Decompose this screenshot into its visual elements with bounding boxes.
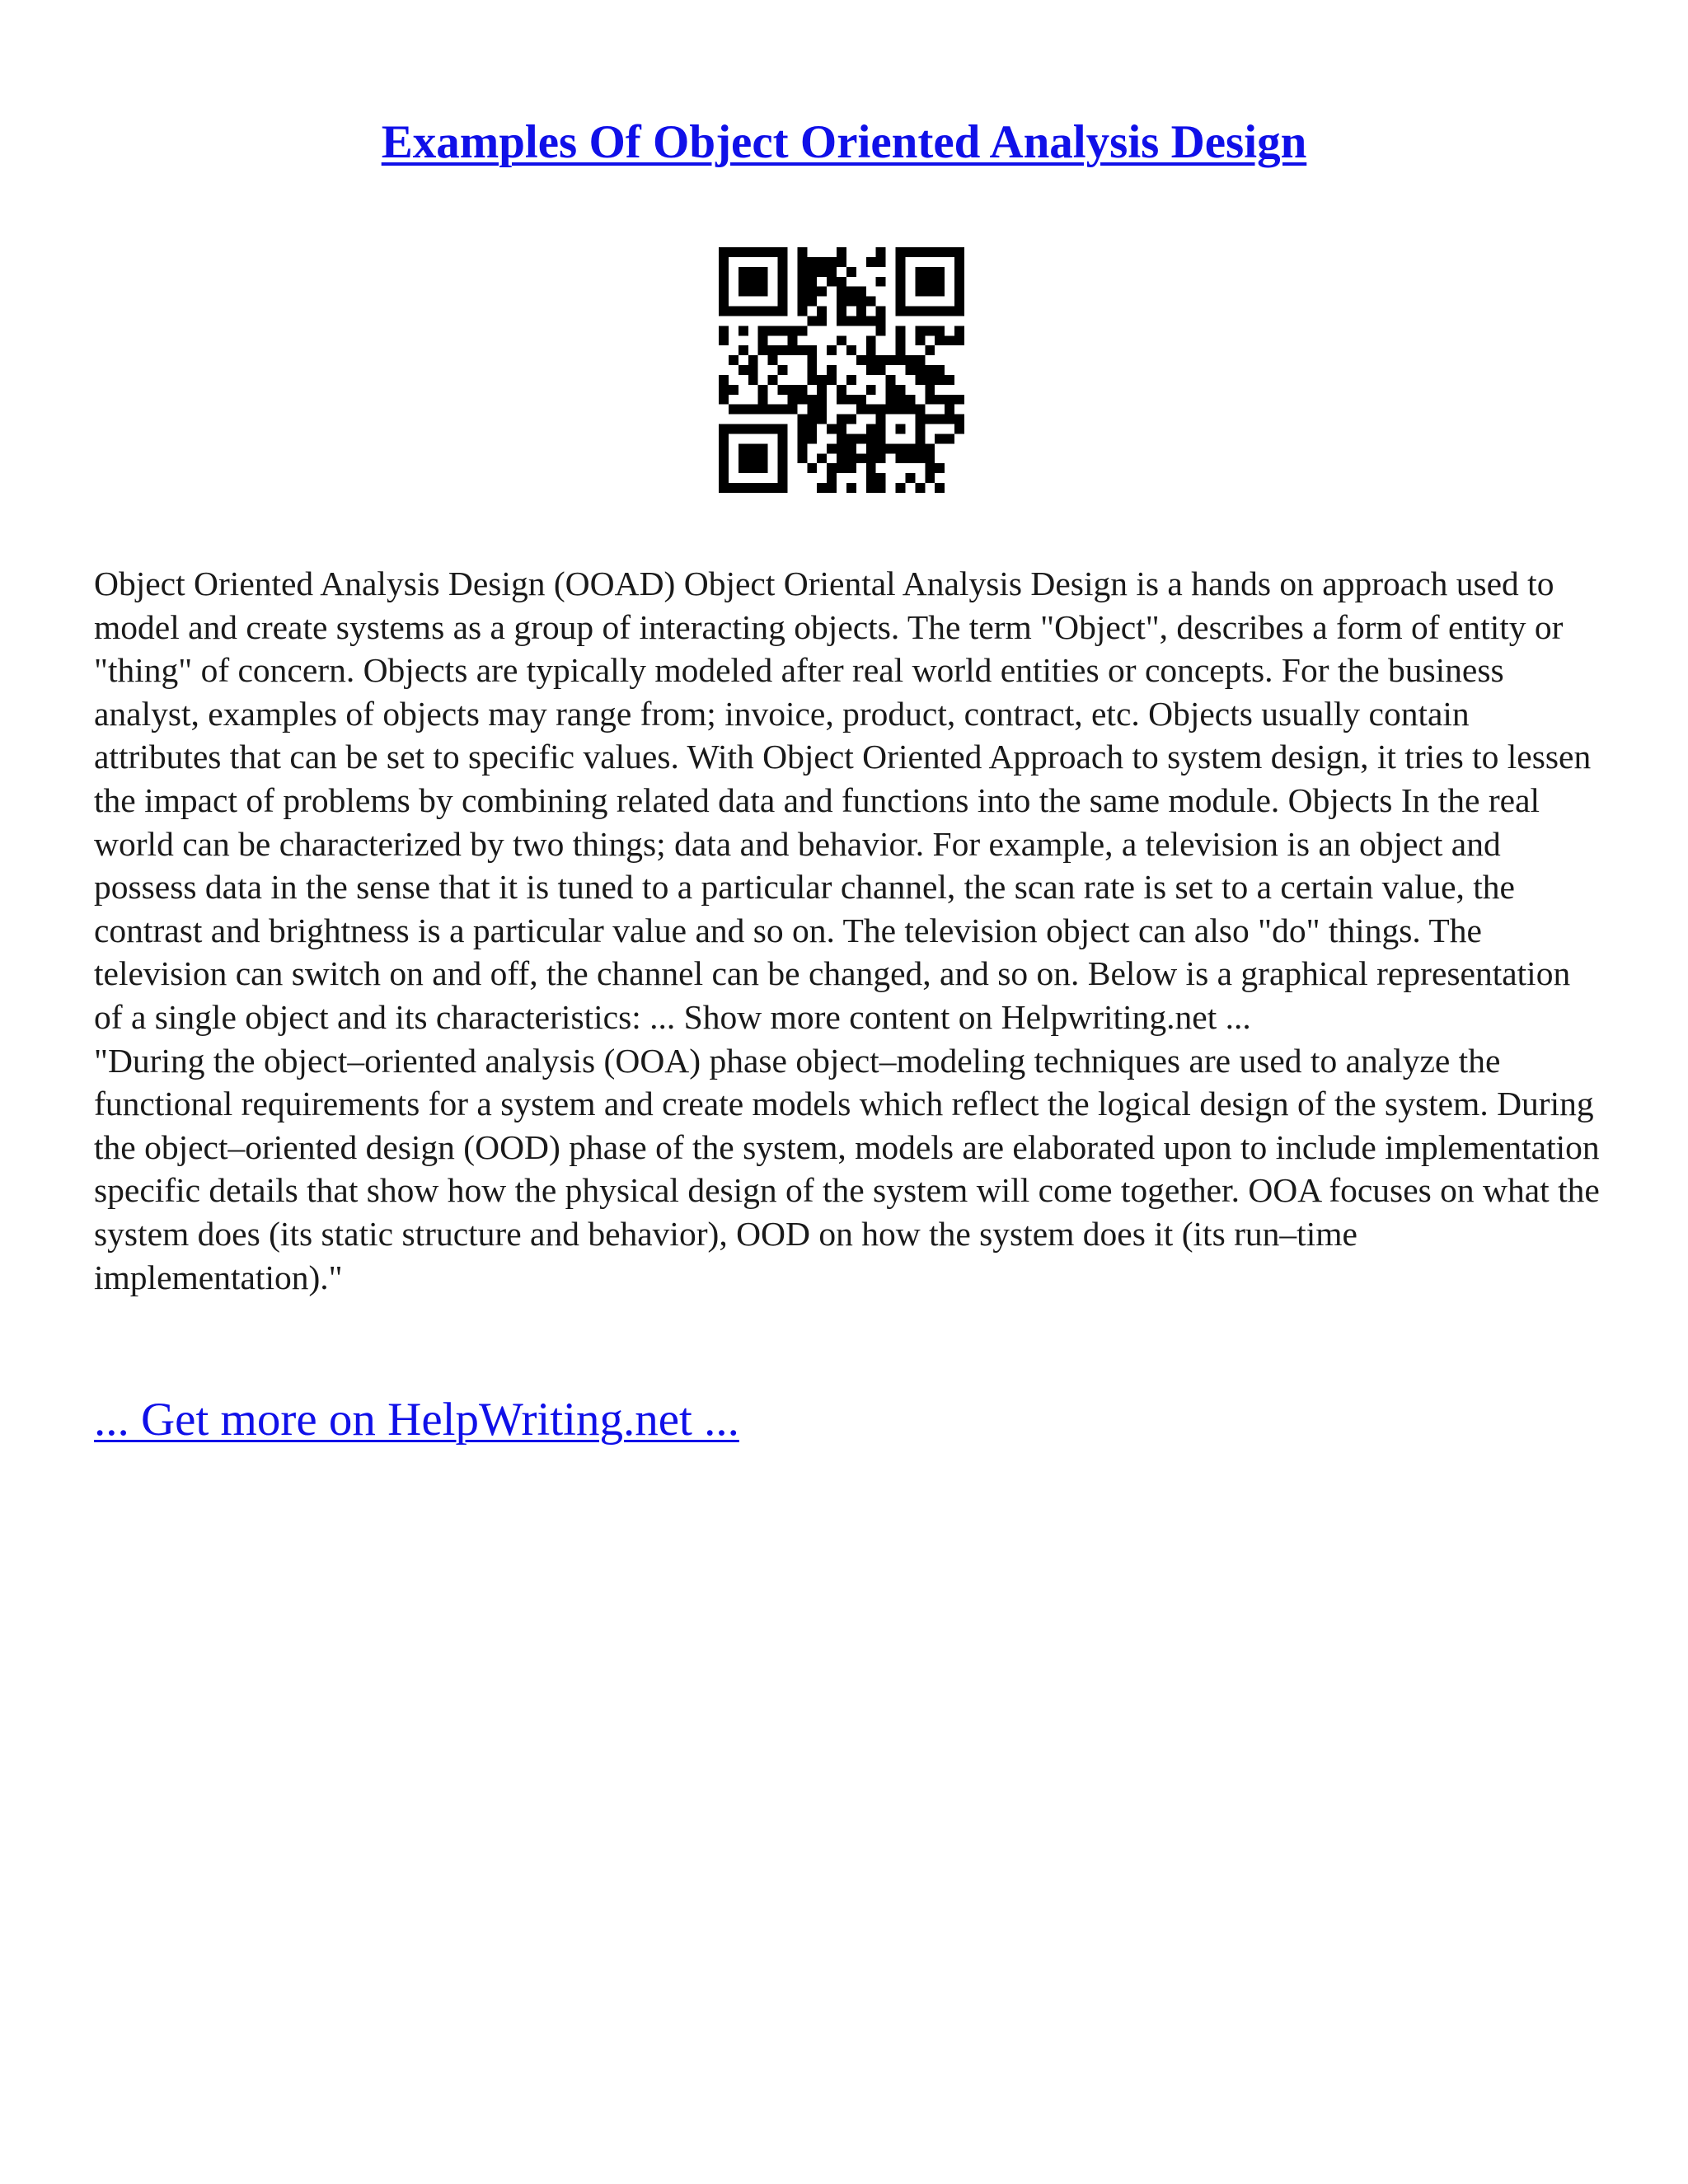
qr-code-icon	[719, 247, 964, 493]
paragraph-ooa-ood-quote: "During the object–oriented analysis (OOA) phase object–modeling techniques are used to analyze the functional requirements for a system and create models which reflect the logical design of the system. During the object–oriented design (OOD) phase of the system, models are elaborated upon to include implementation specific details that show how the physical design of the system will come together. OOA focuses on what the system does (its static structure and behavior), OOD on how the system does it (its run–time implementation)."	[94, 1041, 1600, 1296]
document-body	[94, 562, 1602, 1299]
get-more-link[interactable]: ... Get more on HelpWriting.net ...	[94, 1394, 739, 1446]
paragraph-ooad-intro: Object Oriented Analysis Design (OOAD) Object Oriental Analysis Design is a hands on approach used to model and create systems as a group of interacting objects. The term "Object", describes a form of entity or "thing" of concern. Objects are typically modeled after real world entities or concepts. For the business analyst, examples of objects may range from; invoice, product, contract, etc. Objects usually contain attributes that can be set to specific values. With Object Oriented Approach to system design, it tries to lessen the impact of problems by combining related data and functions into the same module. Objects In the real world can be characterized by two things; data and behavior. For example, a television is an object and possess data in the sense that it is tuned to a particular channel, the scan rate is set to a certain value, the contrast and brightness is a particular value and so on. The television object can also "do" things. The television can switch on and off, the channel can be changed, and so on. Below is a graphical representation of a single object and its characteristics: ... Show more content on Helpwriting.net ...	[94, 565, 1592, 1036]
more-link-container	[94, 1391, 739, 1449]
title-link[interactable]: Examples Of Object Oriented Analysis Design	[381, 116, 1307, 168]
page-title	[0, 114, 1688, 171]
